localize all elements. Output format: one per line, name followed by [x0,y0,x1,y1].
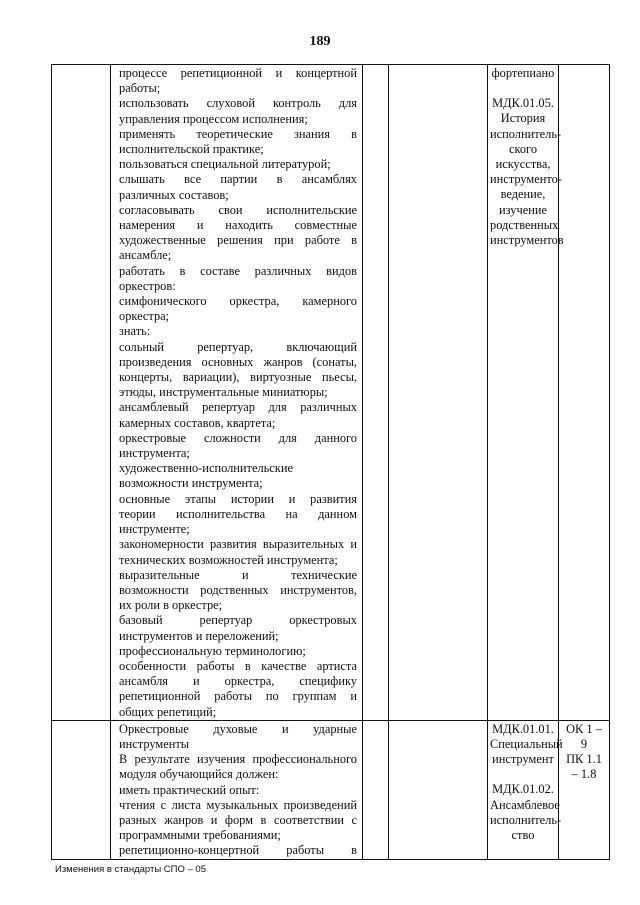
text-line: симфонического оркестра, камерного [119,294,357,309]
text-line: ство [511,827,535,842]
text-line: МДК.01.02. [492,782,554,797]
text-line: инструменте; [119,522,190,537]
hours-cell [363,720,389,859]
text-line: художественные решения при работе в [119,233,357,248]
content-cell [111,65,363,721]
text-line: ОК 1 – [566,721,602,736]
line-gap [490,767,556,782]
text-line: оркестров: [119,278,176,293]
mdk-cell [488,65,564,721]
text-line: инструментов и переложений; [119,628,279,643]
text-line: теории исполнительства на данном [119,506,357,521]
content-text [111,721,362,859]
text-line: изучение [499,202,547,217]
text-line: основные этапы истории и развития [119,491,357,506]
table-row [52,720,610,859]
text-line: слышать все партии в ансамблях [119,172,357,187]
text-line: ведение, [500,187,546,202]
text-line: камерных составов, квартета; [119,415,276,430]
text-line: использовать слуховой контроль для [119,96,357,111]
text-line: применять теоретические знания в [119,126,357,141]
text-line: закономерности развития выразительных и [119,537,357,552]
mdk-text [488,721,563,843]
text-line: МДК.01.05. [492,96,554,111]
content-text [111,65,362,720]
text-line: инструменты [119,736,190,751]
competence-text [559,721,609,783]
text-line: управления процессом исполнения; [119,111,308,126]
text-line: произведения основных жанров (сонаты, [119,354,357,369]
text-line: оркестра; [119,309,170,324]
text-line: Оркестровые духовые и ударные [119,721,357,736]
text-line: сольный репертуар, включающий [119,339,357,354]
competence-cell [559,720,610,859]
text-line: репетиционно-концертной работы в [119,843,357,858]
text-line: – 1.8 [571,767,597,782]
text-line: МДК.01.01. [492,721,554,736]
text-line: ансамблевый репертуар для различных [119,400,357,415]
text-line: иметь практический опыт: [119,782,260,797]
text-line: искусства, [495,157,551,172]
text-line: репетиционной работы по группам и [119,689,357,704]
text-line: художественно-исполнительские [119,461,293,476]
text-line: инструментов [490,233,564,248]
text-line: знать: [119,324,151,339]
text-line: оркестровые сложности для данного [119,430,357,445]
mdk-text [488,65,564,248]
text-line: чтения с листа музыкальных произведений [119,797,357,812]
text-line: разных жанров и форм в соответствии с [119,812,357,827]
text-line: процессе репетиционной и концертной [119,66,357,80]
text-line: работать в составе различных видов [119,263,357,278]
text-line: фортепиано [491,66,555,80]
text-line: История [500,111,546,126]
competence-cell [559,65,610,721]
hours-cell [389,720,488,859]
text-line: различных составов; [119,187,229,202]
text-line: родственных [490,217,559,232]
footer-note: Изменения в стандарты СПО – 05 [55,864,207,875]
line-gap [490,81,556,96]
text-line: возможности инструмента; [119,476,263,491]
text-line: исполнитель- [490,812,562,827]
table-row [52,65,610,721]
text-line: инструменто- [490,172,562,187]
text-line: технических возможностей инструмента; [119,552,338,567]
text-line: концерты, вариации), виртуозные пьесы, [119,370,357,385]
code-cell [52,65,111,721]
hours-cell [389,65,488,721]
text-line: Специальный [490,736,563,751]
text-line: ансамбля и оркестра, специфику [119,674,357,689]
text-line: исполнительской практике; [119,142,264,157]
text-line: инструмент [492,752,554,767]
text-line: инструмента; [119,446,190,461]
text-line: профессиональную терминологию; [119,643,306,658]
competence-table [51,64,610,860]
text-line: программными требованиями; [119,828,281,843]
text-line: намерения и находить совместные [119,218,357,233]
text-line: общих репетиций; [119,704,217,719]
text-line: этюды, инструментальные миниатюры; [119,385,328,400]
page-number: 189 [309,34,331,49]
code-cell [52,720,111,859]
text-line: работы; [119,81,161,96]
text-line: их роли в оркестре; [119,598,223,613]
text-line: исполнитель- [490,126,562,141]
text-line: возможности родственных инструментов, [119,582,357,597]
content-cell [111,720,363,859]
text-line: базовый репертуар оркестровых [119,613,357,628]
text-line: пользоваться специальной литературой; [119,157,331,172]
text-line: 9 [580,736,588,751]
mdk-cell [488,720,563,859]
text-line: ансамбле; [119,248,172,263]
text-line: модуля обучающийся должен: [119,767,279,782]
text-line: особенности работы в качестве артиста [119,658,357,673]
text-line: согласовывать свои исполнительские [119,202,357,217]
text-line: ского [508,141,538,156]
text-line: ПК 1.1 [566,752,602,767]
text-line: Ансамблевое [490,797,560,812]
text-line: В результате изучения профессионального [119,752,357,767]
hours-cell [363,65,389,721]
text-line: выразительные и технические [119,567,357,582]
